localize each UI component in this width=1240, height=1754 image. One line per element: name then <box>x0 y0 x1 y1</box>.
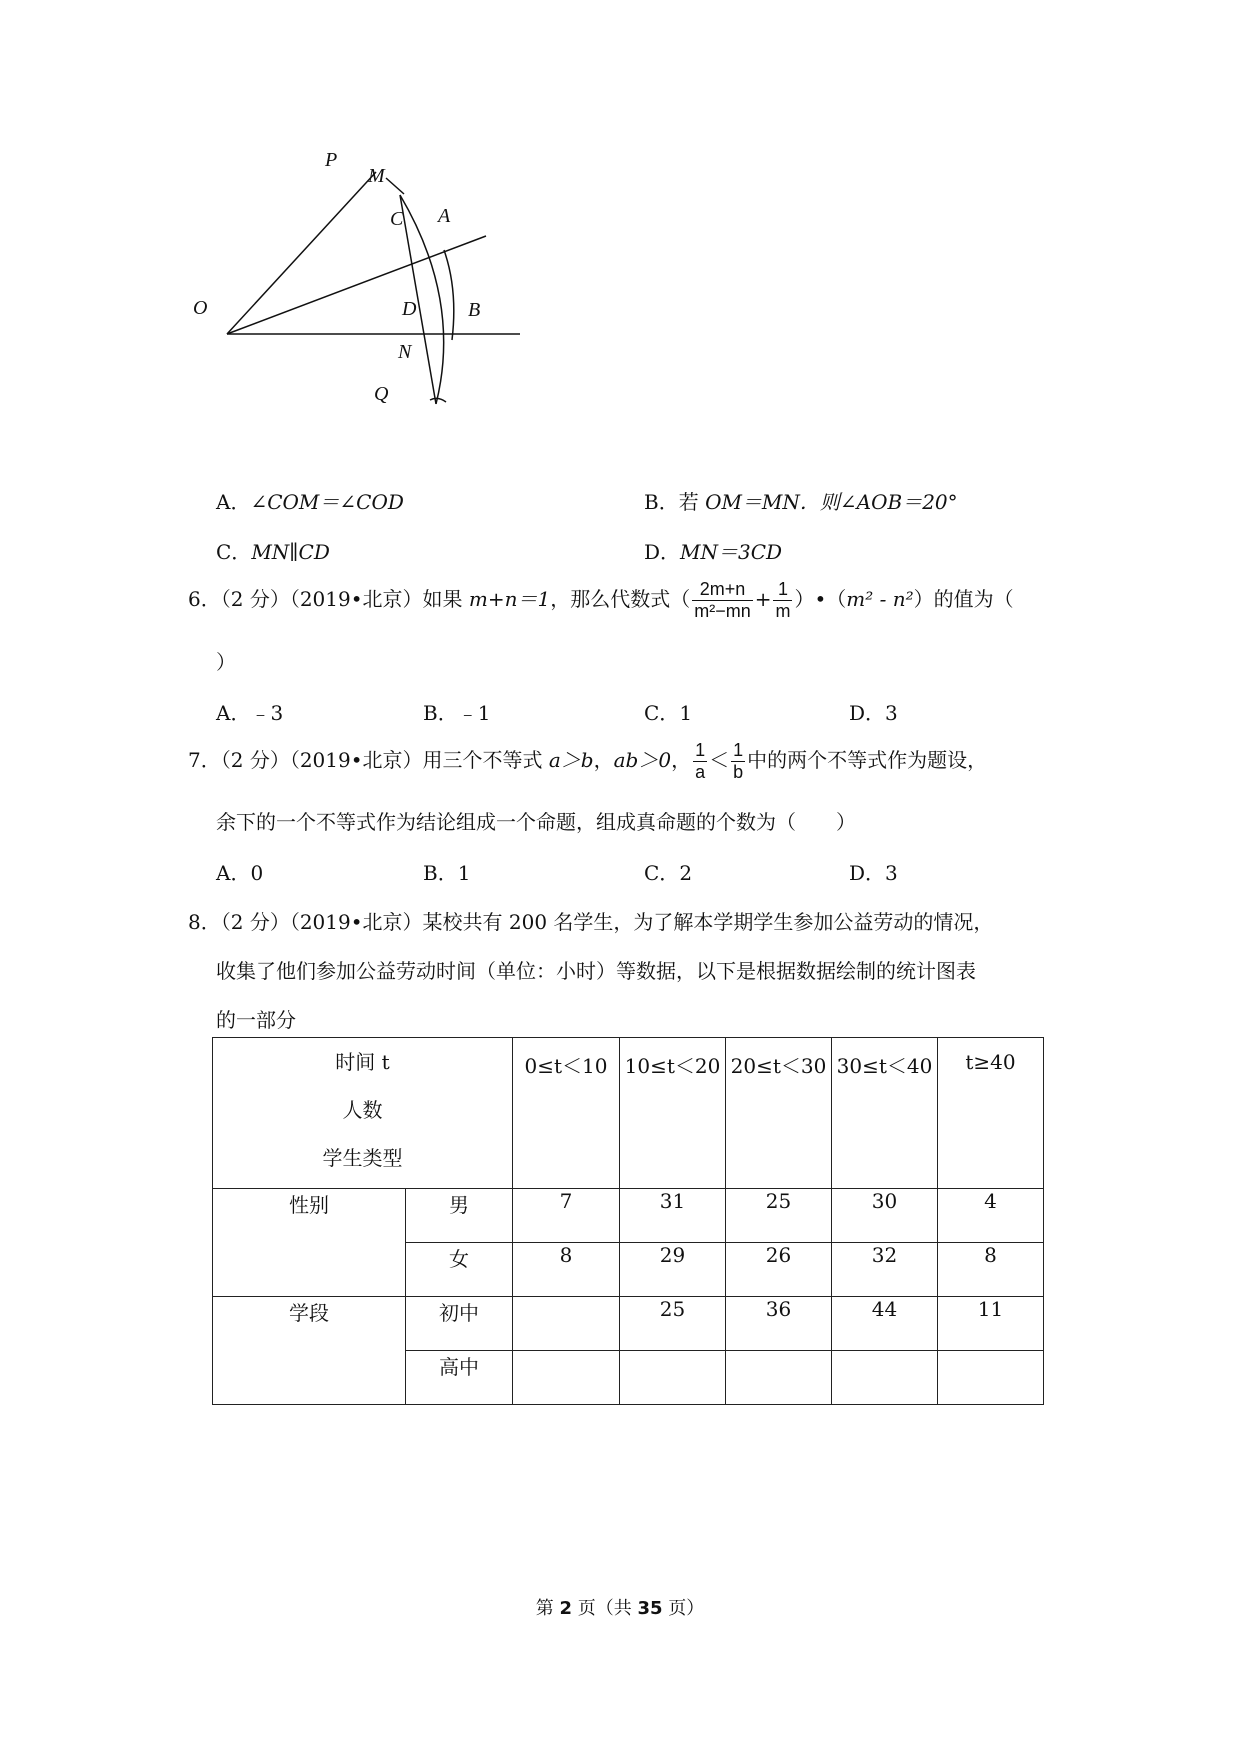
stem-text: ）•（ <box>794 587 847 611</box>
denominator: b <box>733 762 744 782</box>
table-cell: 29 <box>620 1243 726 1297</box>
row-label: 高中 <box>406 1351 513 1405</box>
arc-N <box>430 398 446 402</box>
option-text: OM＝MN．则∠AOB＝20° <box>705 490 958 514</box>
q7-option-d <box>849 857 898 886</box>
table-cell: 31 <box>620 1189 726 1243</box>
option-letter: D． <box>849 861 886 885</box>
table-cell: 8 <box>938 1243 1044 1297</box>
fraction <box>693 740 707 782</box>
table-cell <box>832 1351 938 1405</box>
label-M: M <box>368 165 385 187</box>
option-letter: C． <box>216 540 252 564</box>
q6-stem <box>188 574 1014 624</box>
ray-OP <box>227 172 376 334</box>
column-header: 30≤t＜40 <box>832 1038 938 1189</box>
option-text: 3 <box>885 701 898 725</box>
column-header: t≥40 <box>938 1038 1044 1189</box>
option-text: 1 <box>457 861 471 885</box>
option-letter: B． <box>644 490 679 514</box>
label-B: B <box>468 299 481 321</box>
numerator: 1 <box>773 579 792 601</box>
table-cell: 30 <box>832 1189 938 1243</box>
header-diagonal-cell <box>213 1038 513 1189</box>
stem-text: （2 分）（2019•北京）某校共有 200 名学生，为了解本学期学生参加公益劳动的情况， <box>220 910 994 934</box>
option-text: 1 <box>679 701 693 725</box>
stem-text: （2 分）（2019•北京）用三个不等式 <box>220 748 549 772</box>
table-cell <box>620 1351 726 1405</box>
label-D: D <box>402 298 417 320</box>
q7-option-a <box>216 857 263 886</box>
option-letter: A． <box>216 490 251 514</box>
arc-CD <box>444 250 454 340</box>
stem-text: ，那么代数式（ <box>550 587 691 611</box>
column-header: 10≤t＜20 <box>620 1038 726 1189</box>
condition: m+n＝1 <box>468 587 551 611</box>
option-letter: C． <box>644 861 680 885</box>
group-label-stage: 学段 <box>213 1297 406 1405</box>
q6-option-b <box>423 697 490 726</box>
header-time: 时间 t <box>335 1050 390 1074</box>
fraction <box>731 740 745 782</box>
row-label: 男 <box>406 1189 513 1243</box>
q6-option-c <box>644 697 692 726</box>
column-header: 20≤t＜30 <box>726 1038 832 1189</box>
separator: ， <box>593 748 614 772</box>
table-cell <box>513 1351 620 1405</box>
numerator: 2m+n <box>692 579 753 601</box>
footer-text: 页） <box>662 1598 705 1619</box>
tick-PM <box>386 178 404 194</box>
table-cell <box>938 1351 1044 1405</box>
q8-line3: 的一部分 <box>216 1008 296 1032</box>
option-letter: B． <box>423 701 458 725</box>
table-cell <box>513 1297 620 1351</box>
inequality: a＞b <box>548 748 594 772</box>
label-C: C <box>390 208 404 230</box>
question-number: 8． <box>188 910 221 934</box>
row-label: 女 <box>406 1243 513 1297</box>
table-cell: 36 <box>726 1297 832 1351</box>
row-label: 初中 <box>406 1297 513 1351</box>
table-cell: 11 <box>938 1297 1044 1351</box>
q5-option-a <box>216 486 404 515</box>
denominator: a <box>695 762 706 782</box>
q7-stem <box>188 735 987 785</box>
header-type: 学生类型 <box>322 1146 403 1170</box>
operator: + <box>754 587 772 611</box>
separator: ， <box>671 748 692 772</box>
page-number: 2 <box>559 1598 572 1619</box>
column-header: 0≤t＜10 <box>513 1038 620 1189</box>
numerator: 1 <box>733 740 744 761</box>
fraction <box>773 579 792 621</box>
table-cell: 32 <box>832 1243 938 1297</box>
stem-text: ）的值为（ <box>913 587 1014 611</box>
q8-line1 <box>188 906 993 935</box>
ray-OA <box>227 236 486 334</box>
q7-option-c <box>644 857 692 886</box>
table-cell: 25 <box>620 1297 726 1351</box>
table-cell <box>726 1351 832 1405</box>
q5-option-b <box>644 486 958 515</box>
table-cell: 25 <box>726 1189 832 1243</box>
option-letter: A． <box>216 701 251 725</box>
option-text: 2 <box>679 861 693 885</box>
expression: m² - n² <box>846 587 914 611</box>
q8-line2: 收集了他们参加公益劳动时间（单位：小时）等数据，以下是根据数据绘制的统计图表 <box>216 959 976 983</box>
option-text: ﹣1 <box>457 701 491 725</box>
label-A: A <box>438 205 451 227</box>
stem-text: （2 分）（2019•北京）如果 <box>220 587 469 611</box>
q6-option-a <box>216 697 283 726</box>
table-row <box>213 1189 1044 1243</box>
page-footer <box>0 1594 1240 1620</box>
footer-text: 第 <box>535 1598 560 1619</box>
header-count: 人数 <box>342 1098 383 1122</box>
option-text: MN＝3CD <box>680 540 783 564</box>
geometry-figure <box>193 149 560 460</box>
question-number: 7． <box>188 748 221 772</box>
q7-line2: 余下的一个不等式作为结论组成一个命题，组成真命题的个数为（ ） <box>216 810 856 834</box>
table-cell: 4 <box>938 1189 1044 1243</box>
option-text: MN∥CD <box>251 540 330 564</box>
numerator: 1 <box>695 740 706 761</box>
option-text: 0 <box>250 861 264 885</box>
question-number: 6． <box>188 587 221 611</box>
table-cell: 8 <box>513 1243 620 1297</box>
table-cell: 7 <box>513 1189 620 1243</box>
data-table <box>212 1037 1044 1405</box>
label-P: P <box>325 149 338 171</box>
option-letter: A． <box>216 861 251 885</box>
q5-option-c <box>216 536 330 565</box>
option-text: 3 <box>885 861 898 885</box>
table-row <box>213 1297 1044 1351</box>
option-text: ﹣3 <box>250 701 284 725</box>
table-cell: 44 <box>832 1297 938 1351</box>
option-letter: B． <box>423 861 458 885</box>
stem-text: 中的两个不等式作为题设， <box>747 748 988 772</box>
label-N: N <box>398 341 412 363</box>
option-prefix: 若 <box>678 490 706 514</box>
group-label-gender: 性别 <box>213 1189 406 1297</box>
operator: ＜ <box>709 748 730 772</box>
option-text: ∠COM＝∠COD <box>250 490 404 514</box>
table-cell: 26 <box>726 1243 832 1297</box>
q5-option-d <box>644 536 782 565</box>
footer-text: 页（共 <box>572 1598 638 1619</box>
total-pages: 35 <box>637 1598 663 1619</box>
fraction <box>692 579 753 621</box>
denominator: m²−mn <box>694 601 751 621</box>
label-Q: Q <box>374 383 389 405</box>
denominator: m <box>775 601 791 621</box>
label-O: O <box>193 297 208 319</box>
option-letter: D． <box>644 540 681 564</box>
inequality: ab＞0 <box>613 748 672 772</box>
option-letter: C． <box>644 701 680 725</box>
q6-close: ） <box>216 650 236 674</box>
q7-option-b <box>423 857 470 886</box>
option-letter: D． <box>849 701 886 725</box>
q6-option-d <box>849 697 898 726</box>
